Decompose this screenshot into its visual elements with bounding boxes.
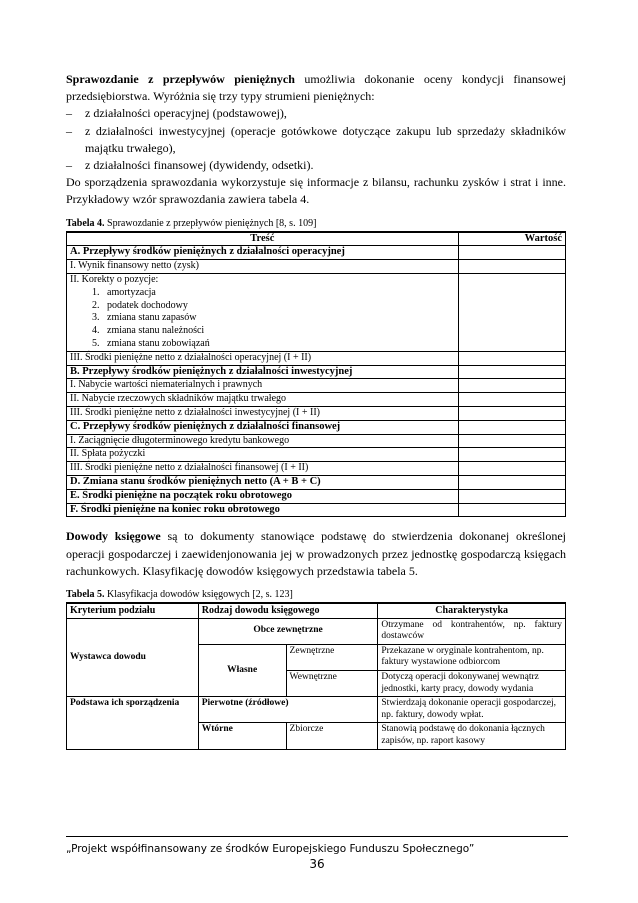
item-number: 2.: [92, 299, 100, 311]
intro-bold-lead: Sprawozdanie z przepływów pieniężnych: [66, 72, 295, 86]
col-header-criterion: Kryterium podziału: [67, 603, 199, 618]
table-row: [67, 379, 566, 393]
para2-bold-lead: Dowody księgowe: [66, 529, 161, 544]
value-cell: [458, 379, 565, 393]
table-row: [67, 697, 566, 723]
characteristics-cell: Przekazane w oryginale kontrahentom, np. faktury wystawione odbiorcom: [378, 644, 566, 670]
table-row: [67, 274, 566, 352]
type-secondary: Wtórne: [198, 723, 286, 749]
table-row: [67, 420, 566, 434]
characteristics-cell: Dotyczą operacji dokonywanej wewnątrz jednostki, karty pracy, dowody wydania: [378, 670, 566, 696]
table5-caption: [66, 589, 566, 603]
cash-flow-types-list: [66, 105, 566, 174]
dash-marker: –: [66, 123, 72, 138]
table-row: [67, 503, 566, 517]
row-label: I. Wynik finansowy netto (zysk): [67, 260, 459, 274]
table4-caption-text: Sprawozdanie z przepływów pieniężnych [8, s. 109]: [104, 217, 317, 229]
value-cell: [458, 462, 565, 476]
table5-caption-text: Klasyfikacja dowodów księgowych [2, s. 123]: [104, 588, 293, 600]
table-row: [67, 406, 566, 420]
table-header-row: [67, 232, 566, 246]
document-classification-table: [66, 603, 566, 750]
section-d-title: D. Zmiana stanu środków pieniężnych netto (A + B + C): [67, 475, 459, 489]
value-cell: [458, 489, 565, 503]
adjustment-item: [70, 325, 455, 338]
criterion-issuer: Wystawca dowodu: [67, 618, 199, 697]
adjustment-item: [70, 300, 455, 313]
list-item: [66, 123, 566, 157]
subtype-external: Zewnętrzne: [286, 644, 378, 670]
type-external-foreign: Obce zewnętrzne: [198, 618, 378, 644]
section-c-title: C. Przepływy środków pieniężnych z działalności finansowej: [67, 420, 459, 434]
table-row: [67, 489, 566, 503]
criterion-basis: Podstawa ich sporządzenia: [67, 697, 199, 749]
item-text: zmiana stanu należności: [107, 325, 205, 337]
table-header-row: [67, 603, 566, 618]
item-text: amortyzacja: [107, 286, 156, 298]
intro-paragraph: [66, 71, 566, 105]
footer-funding-note: „Projekt współfinansowany ze środków Europejskiego Funduszu Społecznego”: [66, 843, 475, 855]
item-number: 5.: [92, 338, 100, 349]
item-number: 4.: [92, 325, 100, 337]
item-text: podatek dochodowy: [107, 299, 188, 311]
cash-flow-table: [66, 232, 566, 518]
section-f-title: F. Środki pieniężne na koniec roku obrotowego: [67, 503, 459, 517]
value-cell: [458, 448, 565, 462]
type-own: Własne: [198, 644, 286, 696]
value-cell: [458, 406, 565, 420]
page-footer: [66, 836, 568, 871]
list-item-text: z działalności inwestycyjnej (operacje gotówkowe dotyczące zakupu lub sprzedaży składników majątku trwałego),: [85, 123, 566, 155]
value-cell: [458, 503, 565, 517]
value-cell: [458, 274, 565, 352]
item-text: zmiana stanu zobowiązań: [107, 338, 210, 349]
table-row: [67, 448, 566, 462]
table-row: [67, 475, 566, 489]
accounting-documents-paragraph: [66, 528, 566, 580]
col-header-content: Treść: [67, 232, 459, 246]
row-label: III. Środki pieniężne netto z działalności operacyjnej (I + II): [67, 351, 459, 365]
table4-caption: [66, 218, 566, 232]
table-row: [67, 462, 566, 476]
list-item-text: z działalności operacyjnej (podstawowej),: [85, 106, 287, 121]
type-primary: Pierwotne (źródłowe): [198, 697, 378, 723]
characteristics-cell: Otrzymane od kontrahentów, np. faktury dostawców: [378, 618, 566, 644]
row-label: II. Nabycie rzeczowych składników majątku trwałego: [67, 393, 459, 407]
col-header-type: Rodzaj dowodu księgowego: [198, 603, 378, 618]
table-row: [67, 351, 566, 365]
value-cell: [458, 420, 565, 434]
row-label: III. Środki pieniężne netto z działalności inwestycyjnej (I + II): [67, 406, 459, 420]
table-row: [67, 434, 566, 448]
adjustment-item: [70, 312, 455, 325]
table-row: [67, 365, 566, 379]
adjustment-item: [70, 338, 455, 351]
table5-caption-label: Tabela 5.: [66, 588, 105, 600]
table-row: [67, 246, 566, 260]
adjustments-cell: [67, 274, 459, 352]
list-item: [66, 157, 566, 174]
item-number: 3.: [92, 312, 100, 324]
page-content: [66, 71, 566, 750]
intro-rest: umożliwia dokonanie oceny kondycji finansowej przedsiębiorstwa. Wyróżnia się trzy typy strumieni pieniężnych:: [66, 72, 566, 104]
characteristics-cell: Stanowią podstawę do dokonania łącznych zapisów, np. raport kasowy: [378, 723, 566, 749]
table-row: [67, 618, 566, 644]
subtype-internal: Wewnętrzne: [286, 670, 378, 696]
table4-caption-label: Tabela 4.: [66, 217, 105, 229]
item-number: 1.: [92, 286, 100, 298]
dash-marker: –: [66, 158, 72, 173]
list-item: [66, 105, 566, 122]
col-header-characteristics: Charakterystyka: [378, 603, 566, 618]
adjustment-item: [70, 287, 455, 300]
row-label: II. Korekty o pozycje:: [70, 274, 159, 286]
subtype-collective: Zbiorcze: [286, 723, 378, 749]
row-label: I. Nabycie wartości niematerialnych i prawnych: [67, 379, 459, 393]
value-cell: [458, 475, 565, 489]
intro-closing: Do sporządzenia sprawozdania wykorzystuje się informacje z bilansu, rachunku zysków i strat i inne. Przykładowy wzór sprawozdania zawiera tabela 4.: [66, 175, 566, 207]
list-item-text: z działalności finansowej (dywidendy, odsetki).: [85, 158, 314, 173]
para2-rest: są to dokumenty stanowiące podstawę do stwierdzenia dokonanej określonej operacji gospodarczej i zaewidenjonowania jej w prowadzonych przez jednostkę gospodarczą księgach rachunkowych. Klasyfikację dowodów księgowych przedstawia tabela 5.: [66, 529, 566, 578]
value-cell: [458, 365, 565, 379]
section-e-title: E. Środki pieniężne na początek roku obrotowego: [67, 489, 459, 503]
section-a-title: A. Przepływy środków pieniężnych z działalności operacyjnej: [67, 246, 459, 260]
table-row: [67, 260, 566, 274]
value-cell: [458, 260, 565, 274]
row-label: III. Środki pieniężne netto z działalności finansowej (I + II): [67, 462, 459, 476]
section-b-title: B. Przepływy środków pieniężnych z działalności inwestycyjnej: [67, 365, 459, 379]
item-text: zmiana stanu zapasów: [107, 312, 197, 324]
page-number: 36: [309, 857, 325, 871]
value-cell: [458, 393, 565, 407]
value-cell: [458, 351, 565, 365]
table-row: [67, 393, 566, 407]
value-cell: [458, 434, 565, 448]
characteristics-cell: Stwierdzają dokonanie operacji gospodarczej, np. faktury, dowody wpłat.: [378, 697, 566, 723]
row-label: II. Spłata pożyczki: [67, 448, 459, 462]
col-header-value: Wartość: [458, 232, 565, 246]
dash-marker: –: [66, 106, 72, 121]
value-cell: [458, 246, 565, 260]
row-label: I. Zaciągnięcie długoterminowego kredytu bankowego: [67, 434, 459, 448]
